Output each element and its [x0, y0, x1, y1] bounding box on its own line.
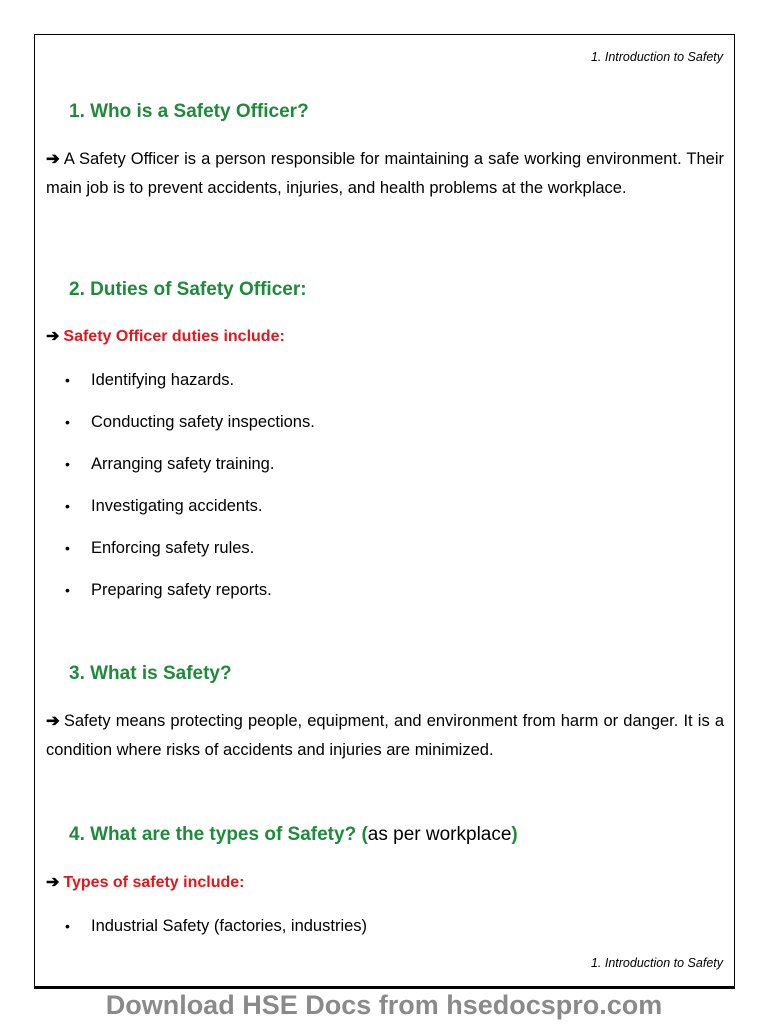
arrow-icon: ➔	[46, 874, 60, 891]
section-4-heading: 4. What are the types of Safety? (as per workplace)	[69, 824, 518, 845]
bullet-icon: •	[65, 372, 70, 388]
section-3-heading: 3. What is Safety?	[69, 663, 232, 684]
section-1-paragraph	[46, 145, 724, 203]
list-item: • Conducting safety inspections.	[65, 410, 315, 452]
types-list	[65, 914, 367, 956]
section-2-sublabel	[46, 325, 285, 349]
list-item: • Investigating accidents.	[65, 494, 315, 536]
list-item: • Preparing safety reports.	[65, 578, 315, 620]
document-page	[34, 34, 735, 989]
list-item: • Enforcing safety rules.	[65, 536, 315, 578]
bullet-icon: •	[65, 498, 70, 514]
list-item: • Arranging safety training.	[65, 452, 315, 494]
duties-label: Safety Officer duties include:	[63, 328, 285, 345]
section-3-text: Safety means protecting people, equipment, and environment from harm or danger. It is a condition where risks of accidents and injuries are minimized.	[46, 712, 724, 759]
section-2-heading: 2. Duties of Safety Officer:	[69, 279, 307, 300]
download-banner-link[interactable]: Download HSE Docs from hsedocspro.com	[105, 990, 663, 1020]
arrow-icon: ➔	[46, 150, 60, 168]
duties-list	[65, 368, 315, 620]
arrow-icon: ➔	[46, 712, 60, 730]
arrow-icon: ➔	[46, 328, 60, 345]
section-4-sublabel	[46, 871, 244, 895]
running-header: 1. Introduction to Safety	[590, 50, 723, 64]
section-3-paragraph	[46, 707, 724, 765]
types-label: Types of safety include:	[63, 874, 245, 891]
running-footer: 1. Introduction to Safety	[590, 956, 723, 970]
bullet-icon: •	[65, 918, 70, 934]
bullet-icon: •	[65, 414, 70, 430]
bullet-icon: •	[65, 582, 70, 598]
heading-qualifier: as per workplace	[367, 824, 512, 845]
section-1-heading: 1. Who is a Safety Officer?	[69, 101, 309, 122]
bullet-icon: •	[65, 456, 70, 472]
list-item: • Identifying hazards.	[65, 368, 315, 410]
bullet-icon: •	[65, 540, 70, 556]
list-item: • Industrial Safety (factories, industries)	[65, 914, 367, 956]
section-1-text: A Safety Officer is a person responsible for maintaining a safe working environment. Their main job is to prevent accidents, injuries, and health problems at the workplace.	[46, 150, 724, 197]
